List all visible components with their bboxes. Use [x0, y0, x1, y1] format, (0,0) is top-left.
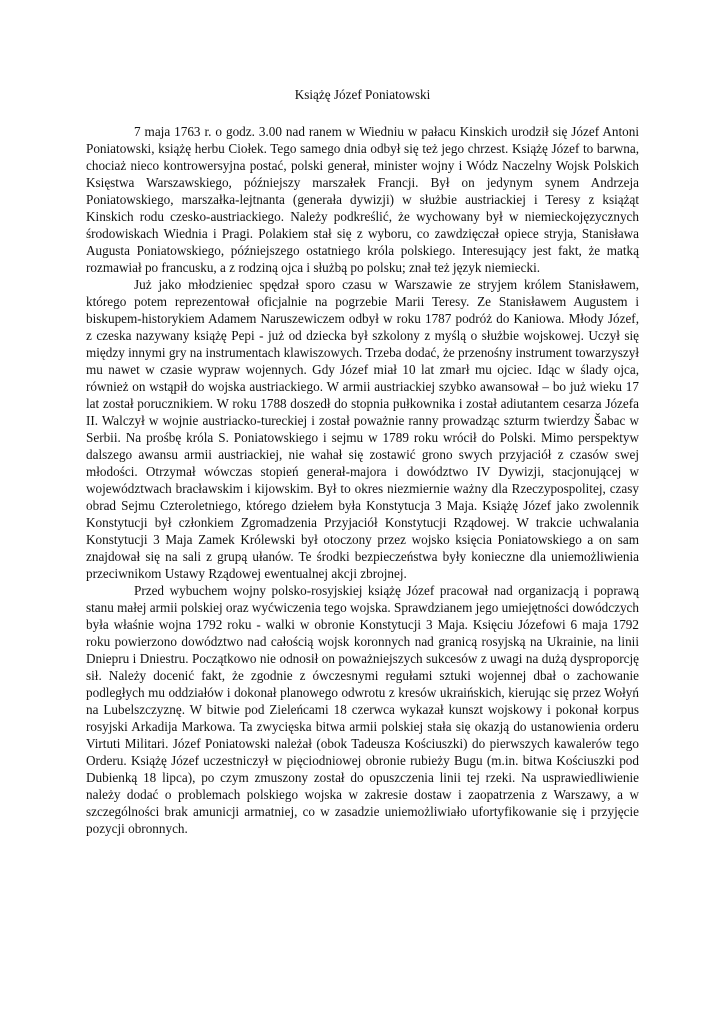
document-page	[86, 86, 639, 837]
paragraph-war-1792: Przed wybuchem wojny polsko-rosyjskiej książę Józef pracował nad organizacją i poprawą stanu małej armii polskiej oraz wyćwiczenia tego wojska. Sprawdzianem jego umiejętności dowódczych była właśnie wojna 1792 roku - walki w obronie Konstytucji 3 Maja. Księciu Józefowi 6 maja 1792 roku powierzono dowództwo nad całością wojsk koronnych nad granicą rosyjską na Ukrainie, na linii Dniepru i Dniestru. Początkowo nie odnosił on poważniejszych sukcesów z uwagi na dużą dysproporcję sił. Należy docenić fakt, że zgodnie z ówczesnymi regułami sztuki wojennej dbał o zachowanie podległych mu oddziałów i dokonał planowego odwrotu z kresów ukraińskich, kierując się przez Wołyń na Lubelszczyznę. W bitwie pod Zieleńcami 18 czerwca wykazał kunszt wojskowy i pokonał korpus rosyjski Arkadija Markowa. Ta zwycięska bitwa armii polskiej stała się okazją do ustanowienia orderu Virtuti Militari. Józef Poniatowski należał (obok Tadeusza Kościuszki) do pierwszych kawalerów tego Orderu. Książę Józef uczestniczył w pięciodniowej obronie rubieży Bugu (m.in. bitwa Kościuszki pod Dubienką 18 lipca), po czym zmuszony został do opuszczenia linii tej rzeki. Na usprawiedliwienie należy dodać o problemach polskiego wojska w zakresie dostaw i zaopatrzenia z Warszawy, a w szczególności brak amunicji armatniej, co w zasadzie uniemożliwiało ufortyfikowanie się i przyjęcie pozycji obronnych.	[86, 583, 639, 836]
paragraph-birth: 7 maja 1763 r. o godz. 3.00 nad ranem w Wiedniu w pałacu Kinskich urodził się Józef Antoni Poniatowski, książę herbu Ciołek. Tego samego dnia odbył się też jego chrzest. Książę Józef to barwna, chociaż nieco kontrowersyjna postać, polski generał, minister wojny i Wódz Naczelny Wojsk Polskich Księstwa Warszawskiego, późniejszy marszałek Francji. Był on jedynym synem Andrzeja Poniatowskiego, marszałka-lejtnanta (generała dywizji) w służbie austriackiej i Teresy z książąt Kinskich rodu czesko-austriackiego. Należy podkreślić, że wychowany był w niemieckojęzycznych środowiskach Wiednia i Pragi. Polakiem stał się z wyboru, co zawdzięczał opiece stryja, Stanisława Augusta Poniatowskiego, późniejszego ostatniego króla polskiego. Interesujący jest fakt, że matką rozmawiał po francusku, a z rodziną ojca i służbą po polsku; znał też język niemiecki.	[86, 124, 639, 275]
paragraph-youth-career: Już jako młodzieniec spędzał sporo czasu w Warszawie ze stryjem królem Stanisławem, którego potem reprezentował oficjalnie na pogrzebie Marii Teresy. Ze Stanisławem Augustem i biskupem-historykiem Adamem Naruszewiczem odbył w roku 1787 podróż do Kaniowa. Młody Józef, z czeska nazywany książę Pepi - już od dziecka był szkolony z myślą o służbie wojskowej. Uczył się między innymi gry na instrumentach klawiszowych. Trzeba dodać, że przenośny instrument towarzyszył mu nawet w czasie wypraw wojennych. Gdy Józef miał 10 lat zmarł mu ojciec. Idąc w ślady ojca, również on wstąpił do wojska austriackiego. W armii austriackiej szybko awansował – bo już wieku 17 lat został porucznikiem. W roku 1788 doszedł do stopnia pułkownika i został adiutantem cesarza Józefa II. Walczył w wojnie austriacko-tureckiej i został poważnie ranny prowadząc szturm twierdzy Šabac w Serbii. Na prośbę króla S. Poniatowskiego i sejmu w 1789 roku wrócił do Polski. Mimo perspektyw dalszego awansu armii austriackiej, nie wahał się zostawić grono swych przyjaciół z czasów swej młodości. Otrzymał wówczas stopień generał-majora i dowództwo IV Dywizji, stacjonującej w województwach bracławskim i kijowskim. Był to okres niezmiernie ważny dla Rzeczypospolitej, czasy obrad Sejmu Czteroletniego, którego dziełem była Konstytucja 3 Maja. Książę Józef jako zwolennik Konstytucji był członkiem Zgromadzenia Przyjaciół Konstytucji Rządowej. W trakcie uchwalania Konstytucji 3 Maja Zamek Królewski był otoczony przez wojsko księcia Poniatowskiego a on sam znajdował się na sali z grupą ułanów. Te środki bezpieczeństwa były konieczne dla uniemożliwienia przeciwnikom Ustawy Rządowej ewentualnej akcji zbrojnej.	[86, 277, 639, 581]
document-title: Książę Józef Poniatowski	[294, 87, 431, 102]
